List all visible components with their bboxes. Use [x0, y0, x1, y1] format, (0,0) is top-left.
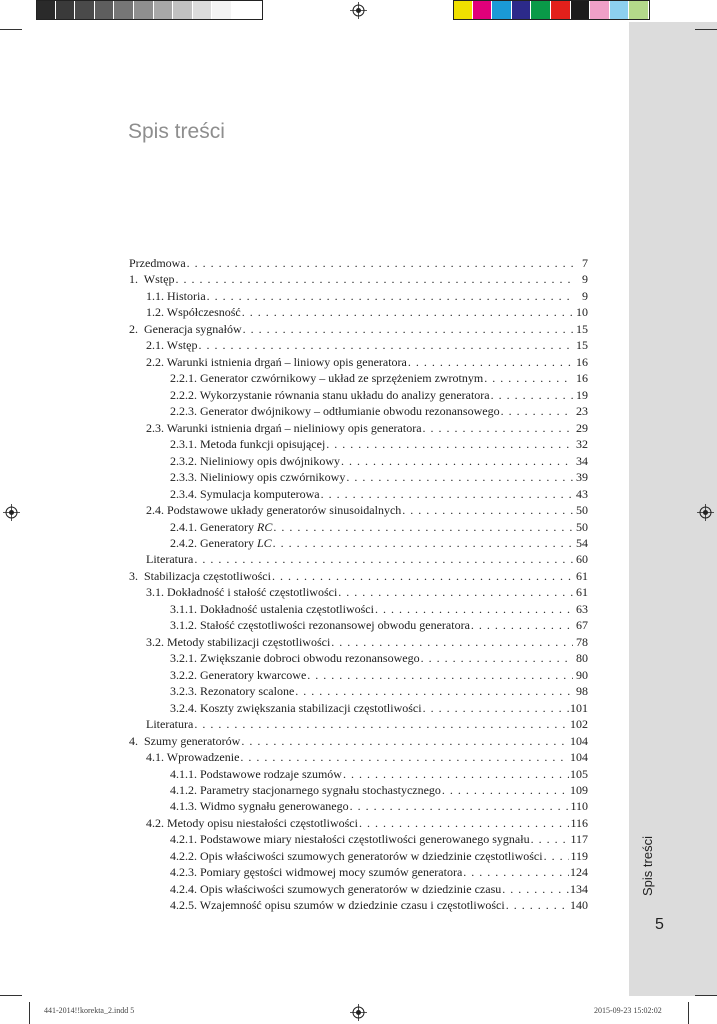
toc-entry-page: 104 [570, 750, 588, 765]
toc-entry-page: 16 [576, 371, 588, 386]
toc-entry-page: 60 [576, 552, 588, 567]
dot-leader [307, 667, 573, 683]
toc-entry [129, 387, 588, 403]
toc-entry [129, 815, 588, 831]
toc-entry-page: 102 [570, 717, 588, 732]
toc-entry-page: 15 [576, 338, 588, 353]
toc-entry [129, 535, 588, 551]
toc-entry [129, 436, 588, 452]
toc-entry-page: 7 [582, 256, 588, 270]
running-head: Spis treści [640, 836, 655, 896]
dot-leader [442, 782, 569, 798]
toc-entry-page: 80 [576, 651, 588, 666]
toc-entry-label: 2.4.2. Generatory LC [170, 535, 272, 550]
page-title: Spis treści [128, 120, 225, 143]
toc-entry [129, 798, 588, 814]
dot-leader [375, 601, 573, 617]
toc-entry [129, 683, 588, 699]
toc-entry [129, 848, 588, 864]
toc-entry [129, 354, 588, 370]
toc-entry-label: 4. Szumy generatorów [129, 733, 241, 748]
toc-entry [129, 519, 588, 535]
dot-leader [423, 420, 573, 436]
toc-entry-label: 4.2.2. Opis właściwości szumowych generatorów w dziedzinie częstotliwości [170, 848, 543, 863]
toc-entry-page: 39 [576, 470, 588, 485]
toc-entry [129, 782, 588, 798]
toc-entry-label: 3.2.3. Rezonatory scalone [170, 684, 295, 699]
toc-entry [129, 502, 588, 518]
toc-entry-label: 4.2.3. Pomiary gęstości widmowej mocy szumów generatora [170, 865, 463, 880]
toc-entry-page: 10 [576, 305, 588, 320]
toc-entry-page: 63 [576, 601, 588, 616]
dot-leader [295, 683, 573, 699]
toc-entry-label: 2.2.3. Generator dwójnikowy – odtłumianie obwodu rezonansowego [170, 404, 500, 419]
dot-leader [242, 304, 573, 320]
dot-leader [338, 584, 573, 600]
toc-entry-label: 3.2. Metody stabilizacji częstotliwości [146, 634, 331, 649]
registration-mark-right-icon [697, 504, 714, 521]
toc-entry-page: 43 [576, 486, 588, 501]
toc-entry-label: 2.2. Warunki istnienia drgań – liniowy opis generatora [146, 354, 407, 369]
dot-leader [331, 634, 573, 650]
toc-entry-page: 15 [576, 321, 588, 336]
dot-leader [241, 733, 569, 749]
toc-entry [129, 486, 588, 502]
dot-leader [273, 519, 573, 535]
toc-entry [129, 337, 588, 353]
toc-entry-label: 2.3.3. Nieliniowy opis czwórnikowy [170, 470, 346, 485]
crop-mark [695, 29, 717, 30]
slug-timestamp: 2015-09-23 15:02:02 [594, 1006, 662, 1015]
dot-leader [502, 881, 569, 897]
toc-entry-label: 2.3. Warunki istnienia drgań – nieliniowy opis generatora [146, 420, 422, 435]
toc-entry-page: 134 [570, 881, 588, 896]
toc-entry-label: 1.1. Historia [146, 288, 206, 303]
toc-entry-page: 78 [576, 634, 588, 649]
toc-entry-label: Przedmowa [129, 256, 186, 270]
toc-entry-page: 140 [570, 898, 588, 913]
toc-entry-page: 32 [576, 437, 588, 452]
dot-leader [175, 271, 573, 287]
color-bar-frame [453, 0, 650, 20]
registration-mark-bottom-icon [350, 1004, 367, 1021]
toc-entry-label: 4.1. Wprowadzenie [146, 750, 240, 765]
dot-leader [341, 453, 573, 469]
toc-entry-page: 119 [570, 848, 588, 863]
toc-entry-page: 116 [570, 815, 588, 830]
toc-entry-label: 2.3.2. Nieliniowy opis dwójnikowy [170, 453, 340, 468]
registration-mark-top-icon [350, 2, 367, 19]
toc-entry-label: 2.3.1. Metoda funkcji opisującej [170, 437, 326, 452]
toc-entry-page: 124 [570, 865, 588, 880]
toc-entry-page: 105 [570, 766, 588, 781]
toc-entry-label: 3.1.2. Stałość częstotliwości rezonansowej obwodu generatora [170, 618, 470, 633]
toc-entry-label: 2.2.1. Generator czwórnikowy – układ ze sprzężeniem zwrotnym [170, 371, 484, 386]
toc-entry-label: 2.2.2. Wykorzystanie równania stanu układu do analizy generatora [170, 387, 490, 402]
toc-entry-label: 3.2.4. Koszty zwiększania stabilizacji częstotliwości [170, 700, 422, 715]
toc-entry [129, 568, 588, 584]
toc-entry [129, 551, 588, 567]
toc-entry [129, 304, 588, 320]
dot-leader [207, 288, 573, 304]
toc-entry-page: 19 [576, 387, 588, 402]
toc-entry-label: 2.4.1. Generatory RC [170, 519, 273, 534]
toc-entry-label: 2.1. Wstęp [146, 338, 198, 353]
toc-entry-page: 101 [570, 700, 588, 715]
toc-entry-page: 16 [576, 354, 588, 369]
dot-leader [501, 403, 573, 419]
crop-mark [695, 995, 717, 996]
toc-entry-label: 4.2.4. Opis właściwości szumowych generatorów w dziedzinie czasu [170, 881, 502, 896]
toc-entry-page: 104 [570, 733, 588, 748]
toc-entry-label: 4.2.5. Wzajemność opisu szumów w dziedzinie czasu i częstotliwości [170, 898, 505, 913]
dot-leader [243, 321, 573, 337]
toc-entry [129, 733, 588, 749]
dot-leader [326, 436, 573, 452]
toc-entry [129, 288, 588, 304]
toc-entry [129, 700, 588, 716]
toc-entry [129, 864, 588, 880]
dot-leader [187, 255, 573, 271]
toc-entry [129, 897, 588, 913]
toc-entry [129, 584, 588, 600]
toc-entry [129, 469, 588, 485]
toc-entry [129, 255, 588, 271]
toc-entry-label: 3. Stabilizacja częstotliwości [129, 568, 271, 583]
toc-entry-label: 4.2.1. Podstawowe miary niestałości częstotliwości generowanego sygnału [170, 832, 530, 847]
dot-leader [471, 617, 573, 633]
toc-entry-label: 4.2. Metody opisu niestałości częstotliwości [146, 815, 358, 830]
toc-entry-page: 54 [576, 535, 588, 550]
dot-leader [272, 568, 573, 584]
toc-entry-label: 4.1.3. Widmo sygnału generowanego [170, 799, 349, 814]
toc-entry [129, 831, 588, 847]
toc-entry [129, 601, 588, 617]
toc-entry [129, 420, 588, 436]
toc-entry-label: 3.2.1. Zwiększanie dobroci obwodu rezonansowego [170, 651, 420, 666]
dot-leader [321, 486, 573, 502]
toc-entry-page: 9 [582, 272, 588, 287]
toc-entry-page: 67 [576, 618, 588, 633]
grayscale-bar-frame [36, 0, 263, 20]
toc-entry-label: 3.2.2. Generatory kwarcowe [170, 667, 307, 682]
dot-leader [194, 551, 573, 567]
dot-leader [350, 798, 570, 814]
toc-entry-page: 61 [576, 568, 588, 583]
toc-entry-page: 50 [576, 519, 588, 534]
toc-entry [129, 667, 588, 683]
toc-entry [129, 453, 588, 469]
dot-leader [402, 502, 573, 518]
crop-mark [0, 995, 22, 996]
toc-entry-label: Literatura [146, 717, 194, 732]
dot-leader [506, 897, 569, 913]
dot-leader [423, 700, 569, 716]
dot-leader [359, 815, 569, 831]
dot-leader [484, 370, 573, 386]
toc-entry-label: 4.1.1. Podstawowe rodzaje szumów [170, 766, 342, 781]
toc-entry-label: 2.4. Podstawowe układy generatorów sinusoidalnych [146, 503, 402, 518]
dot-leader [273, 535, 573, 551]
toc-entry-page: 23 [576, 404, 588, 419]
toc-entry [129, 634, 588, 650]
dot-leader [421, 650, 573, 666]
toc-entry-label: 1.2. Współczesność [146, 305, 241, 320]
toc-entry [129, 650, 588, 666]
toc-entry-page: 34 [576, 453, 588, 468]
toc-entry [129, 403, 588, 419]
toc-entry-label: Literatura [146, 552, 194, 567]
toc-entry-page: 61 [576, 585, 588, 600]
toc-entry [129, 271, 588, 287]
table-of-contents [129, 255, 588, 914]
toc-entry [129, 370, 588, 386]
registration-mark-left-icon [3, 504, 20, 521]
toc-entry-page: 98 [576, 684, 588, 699]
page-number: 5 [655, 916, 664, 933]
dot-leader [343, 766, 569, 782]
slug-file-info: 441-2014!!korekta_2.indd 5 [44, 1006, 135, 1015]
toc-entry-page: 109 [570, 783, 588, 797]
toc-entry [129, 617, 588, 633]
toc-entry-page: 110 [570, 799, 588, 814]
toc-entry [129, 749, 588, 765]
toc-entry-page: 29 [576, 420, 588, 435]
toc-entry-page: 117 [570, 832, 588, 847]
toc-entry [129, 766, 588, 782]
dot-leader [194, 716, 569, 732]
dot-leader [408, 354, 573, 370]
crop-mark [29, 1002, 30, 1024]
crop-mark [688, 1002, 689, 1024]
toc-entry [129, 881, 588, 897]
toc-entry-label: 2. Generacja sygnałów [129, 321, 242, 336]
dot-leader [491, 387, 573, 403]
toc-entry-label: 1. Wstęp [129, 272, 175, 287]
dot-leader [531, 831, 570, 847]
toc-entry-label: 2.3.4. Symulacja komputerowa [170, 486, 320, 501]
dot-leader [198, 337, 573, 353]
toc-entry [129, 321, 588, 337]
toc-entry-label: 3.1.1. Dokładność ustalenia częstotliwości [170, 601, 374, 616]
toc-entry-page: 90 [576, 667, 588, 682]
toc-entry [129, 716, 588, 732]
dot-leader [240, 749, 569, 765]
dot-leader [544, 848, 570, 864]
dot-leader [463, 864, 569, 880]
toc-entry-label: 4.1.2. Parametry stacjonarnego sygnału stochastycznego [170, 783, 441, 797]
crop-mark [0, 29, 22, 30]
dot-leader [346, 469, 573, 485]
toc-entry-label: 3.1. Dokładność i stałość częstotliwości [146, 585, 338, 600]
toc-entry-page: 50 [576, 503, 588, 518]
toc-entry-page: 9 [582, 288, 588, 303]
